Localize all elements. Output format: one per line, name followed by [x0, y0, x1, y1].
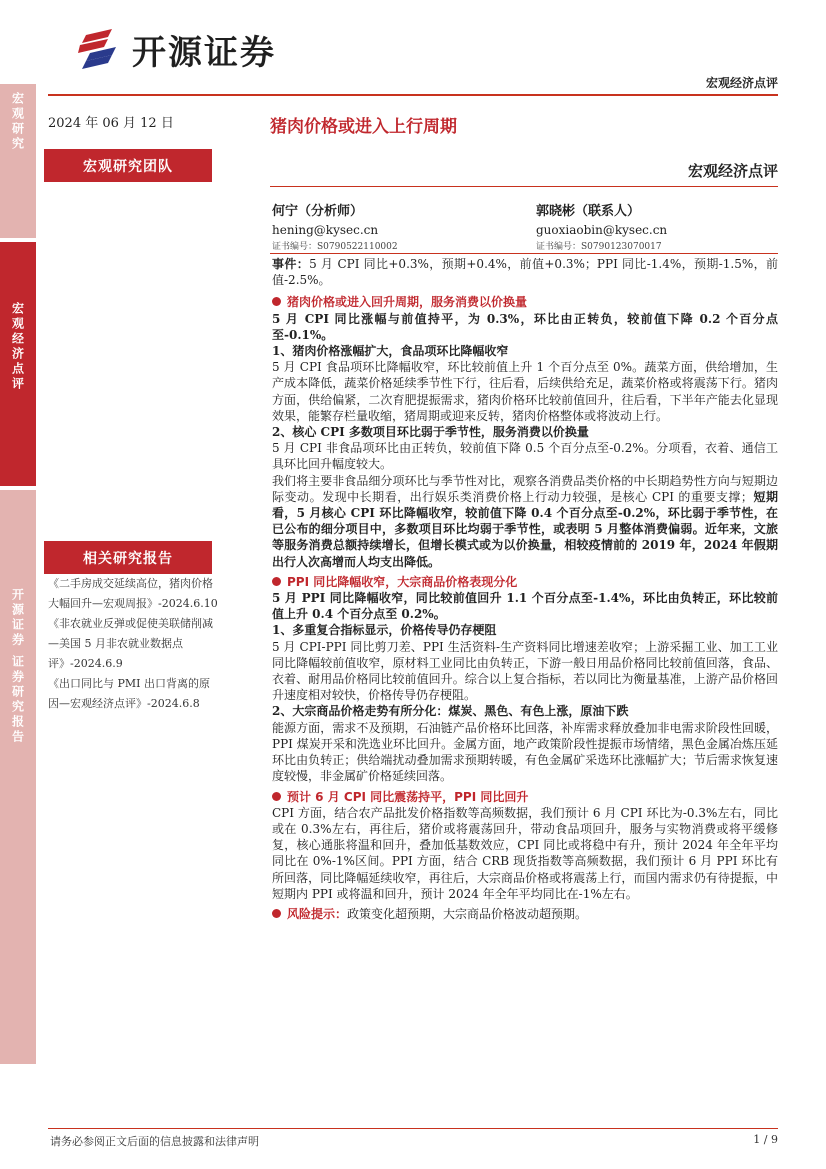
paragraph-text: 我们将主要非食品细分项环比与季节性对比，观察各消费品类价格的中长期趋势性方向与短期边际变动。发现中长期看，出行娱乐类消费价格上行动力较强，是核心 CPI 的重要支撑；	[272, 473, 778, 504]
section-heading: PPI 同比降幅收窄，大宗商品价格表现分化	[287, 574, 518, 589]
sidebar	[0, 84, 36, 1064]
section-summary: 5 月 PPI 同比降幅收窄，同比较前值回升 1.1 个百分点至-1.4%，环比由负转正，环比较前值上升 0.4 个百分点至 0.2%。	[272, 591, 778, 622]
event-paragraph	[272, 256, 778, 288]
bullet-dot-icon	[272, 792, 281, 801]
risk-text: 政策变化超预期，大宗商品价格波动超预期。	[347, 906, 588, 921]
subheading: 1、多重复合指标显示，价格传导仍存梗阻	[272, 623, 497, 638]
report-body	[272, 256, 778, 922]
sidebar-label: 宏观经济点评	[10, 302, 25, 392]
title-divider	[270, 186, 778, 187]
report-date: 2024 年 06 月 12 日	[48, 116, 174, 131]
section-bullet	[272, 294, 778, 310]
analyst-name: 何宁（分析师）	[272, 204, 364, 219]
report-type-header: 宏观经济点评	[705, 76, 778, 90]
logo-mark-icon	[78, 27, 124, 71]
subheading: 1、猪肉价格涨幅扩大，食品项环比降幅收窄	[272, 344, 509, 359]
related-reports-label: 相关研究报告	[44, 541, 212, 574]
page-number: 1 / 9	[753, 1133, 778, 1146]
brand-logo	[78, 24, 276, 74]
page-title: 猪肉价格或进入上行周期	[270, 117, 457, 137]
section-bullet	[272, 574, 778, 590]
section-heading: 预计 6 月 CPI 同比震荡持平，PPI 同比回升	[287, 789, 529, 804]
paragraph: 5 月 CPI 食品项环比降幅收窄，环比较前值上升 1 个百分点至 0%。蔬菜方面，供给增加，生产成本降低，蔬菜价格延续季节性下行，往后看，后续供给充足，蔬菜价格或将震荡下行。猪肉方面，供给偏紧，二次育肥提振需求，猪肉价格环比较前值回升，往后看，下半年产能去化显现效果，能繁存栏量收缩，猪周期或迎来反转，猪肉价格整体或将波动上行。	[272, 360, 778, 423]
paragraph-emphasis: 短期看，5 月核心 CPI 环比降幅收窄，较前值下降 0.4 个百分点至-0.2%，环比弱于季节性，在已公布的细分项目中，多数项目环比均弱于季节性，或表明 5 月整体消费偏弱。近年来，文旅等服务消费总额持续增长，但增长模式或为以价换量，相较疫情前的 2019 年，2024 年假期出行人次高增而人均支出降低。	[272, 489, 778, 569]
sidebar-block-topic	[0, 242, 36, 486]
footer-disclaimer: 请务必参阅正文后面的信息披露和法律声明	[50, 1135, 259, 1148]
analyst-name: 郭晓彬（联系人）	[536, 204, 641, 219]
risk-label: 风险提示：	[287, 906, 348, 921]
header-divider	[48, 94, 778, 96]
section-heading: 猪肉价格或进入回升周期，服务消费以价换量	[287, 295, 528, 310]
paragraph: CPI 方面，结合农产品批发价格指数等高频数据，我们预计 6 月 CPI 环比为-0.3%左右，同比或在 0.3%左右，再往后，猪价或将震荡回升，带动食品项回升，服务与实物消费或将平缓修复，核心通胀将温和回升，叠加低基数效应，CPI 同比或将稳中有升，预计 2024 年全年平均同比在 0%-1%区间。PPI 方面，结合 CRB 现货指数等高频数据，我们预计 6 月 PPI 环比有所回落，同比降幅延续收窄，再往后，大宗商品价格或将震荡上行，而国内需求仍有待提振，中短期内 PPI 或将温和回升，预计 2024 年全年平均同比在-1%左右。	[272, 805, 778, 901]
analyst-divider	[270, 253, 778, 254]
section-bullet	[272, 789, 778, 805]
related-reports-list	[48, 574, 218, 714]
bullet-dot-icon	[272, 297, 281, 306]
paragraph: 能源方面，需求不及预期，石油链产品价格环比回落，补库需求释放叠加非电需求阶段性回暖，PPI 煤炭开采和洗选业环比回升。金属方面，地产政策阶段性提振市场情绪，黑色金属冶炼压延环比由负转正；供给端扰动叠加需求预期转暖，有色金属矿采选环比涨幅扩大；节后需求恢复速度较慢，非金属矿价格延续回落。	[272, 720, 778, 784]
subheading: 2、大宗商品价格走势有所分化：煤炭、黑色、有色上涨，原油下跌	[272, 704, 629, 719]
paragraph: 5 月 CPI-PPI 同比剪刀差、PPI 生活资料-生产资料同比增速差收窄；上游采掘工业、加工工业同比降幅较前值收窄，原材料工业同比由负转正，下游一般日用品价格同比较前值回落，食品、衣着、耐用品价格同比较前值回升。综合以上复合指标，若以同比为衡量基准，上游产品价格回升速度相对较快，价格传导仍存梗阻。	[272, 639, 778, 703]
section-summary: 5 月 CPI 同比涨幅与前值持平，为 0.3%，环比由正转负，较前值下降 0.2 个百分点至-0.1%。	[272, 311, 778, 342]
paragraph: 5 月 CPI 非食品项环比由正转负，较前值下降 0.5 个百分点至-0.2%。分项看，衣着、通信工具环比回升幅度较大。	[272, 441, 778, 472]
analyst-email[interactable]: hening@kysec.cn	[272, 223, 379, 237]
risk-note	[272, 906, 778, 922]
sidebar-block-research	[0, 84, 36, 238]
related-report-item[interactable]: 《二手房成交延续高位，猪肉价格大幅回升—宏观周报》-2024.6.10	[48, 577, 218, 610]
related-report-item[interactable]: 《非农就业反弹或促使美联储削减—美国 5 月非农就业数据点评》-2024.6.9	[48, 617, 213, 670]
event-label: 事件：	[272, 257, 310, 271]
bullet-dot-icon	[272, 577, 281, 586]
analyst-email[interactable]: guoxiaobin@kysec.cn	[536, 223, 668, 237]
page-subtitle: 宏观经济点评	[687, 162, 778, 180]
subheading: 2、核心 CPI 多数项目环比弱于季节性，服务消费以价换量	[272, 425, 589, 440]
analyst-cert: 证书编号：S0790522110002	[272, 242, 398, 252]
footer-divider	[48, 1128, 778, 1129]
paragraph	[272, 473, 778, 570]
bullet-dot-icon	[272, 909, 281, 918]
analyst-cert: 证书编号：S0790123070017	[536, 242, 662, 252]
sidebar-label: 宏观研究	[10, 92, 25, 152]
analyst-card	[272, 200, 398, 252]
analyst-card	[536, 200, 667, 252]
sidebar-block-report	[0, 490, 36, 1064]
sidebar-label: 开源证券 证券研究报告	[10, 588, 25, 746]
brand-name: 开源证券	[132, 32, 276, 73]
team-label: 宏观研究团队	[44, 149, 212, 182]
event-text: 5 月 CPI 同比+0.3%，预期+0.4%，前值+0.3%；PPI 同比-1.4%，预期-1.5%，前值-2.5%。	[272, 257, 778, 288]
related-report-item[interactable]: 《出口同比与 PMI 出口背离的原因—宏观经济点评》-2024.6.8	[48, 677, 211, 710]
